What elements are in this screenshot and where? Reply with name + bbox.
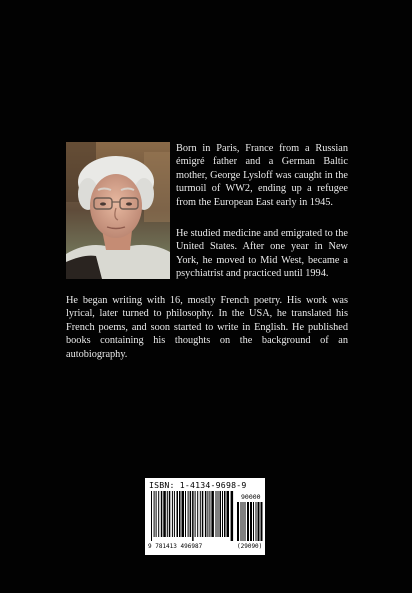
ean-digits: 9 781413 496987: [148, 543, 203, 550]
bio-paragraph-2: He studied medicine and emigrated to the United States. After one year in New York, he moved to Mid West, became a psychiatrist and practiced until 1994.: [176, 228, 348, 280]
author-photo: [66, 142, 170, 279]
bio-paragraph-1: Born in Paris, France from a Russian émigré father and a German Baltic mother, George Lysloff was caught in the turmoil of WW2, ending up a refugee from the European East early in 1945.: [176, 143, 348, 208]
author-portrait-illustration: [66, 142, 170, 279]
isbn-barcode: [145, 478, 265, 555]
price-code: 90000: [241, 493, 261, 501]
isbn-label: ISBN: 1-4134-9698-9: [149, 480, 247, 490]
addon-digits: (29090): [237, 543, 263, 550]
bio-paragraph-3: He began writing with 16, mostly French poetry. His work was lyrical, later turned to philosophy. In the USA, he translated his French poems, and soon started to write in English. He published books containing his thoughts on the background of an autobiography.: [66, 295, 348, 360]
